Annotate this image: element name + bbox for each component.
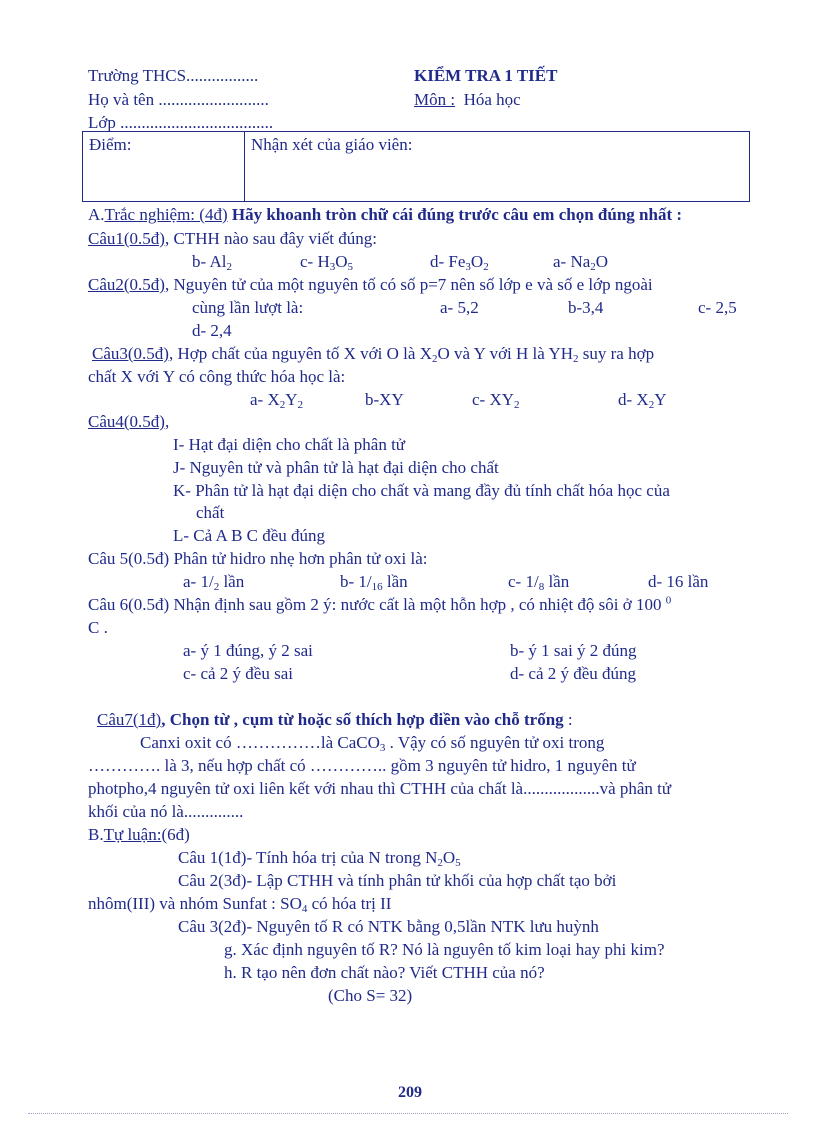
- score-label: Điểm:: [89, 135, 132, 154]
- q5-option-b: b- $1/_{16}$ lần: [340, 572, 408, 593]
- q3-option-b: b-XY: [365, 390, 404, 409]
- essay-question-3: Câu 3(2đ)- Nguyên tố R có NTK bằng 0,5lần NTK lưu huỳnh: [178, 917, 599, 936]
- q1-option-c: c- $H_3O_5$: [300, 252, 354, 273]
- question-5: Câu 5(0.5đ) Phân tử hidro nhẹ hơn phân tử oxi là:: [88, 549, 428, 568]
- q1-text: , CTHH nào sau đây viết đúng:: [164, 229, 377, 248]
- question-7: Câu7(1đ), Chọn từ , cụm từ hoặc số thích hợp điền vào chỗ trống :: [97, 710, 573, 729]
- q2-text: , Nguyên tử của một nguyên tố có số p=7 nên số lớp e và số e lớp ngoài: [164, 275, 653, 294]
- question-1: [88, 228, 377, 250]
- teacher-comment-label: Nhận xét của giáo viên:: [251, 135, 413, 154]
- q3-text-line2: chất X với Y có công thức hóa học là:: [88, 367, 346, 386]
- q7-paragraph-line1: Canxi oxit có ……………là CaCO$_3$ . Vậy có số nguyên tử oxi trong: [140, 733, 605, 754]
- q2-option-d: d- 2,4: [192, 321, 232, 340]
- q7-paragraph-line2: …………. là 3, nếu hợp chất có ………….. gồm 3 nguyên tử hidro, 1 nguyên tử: [88, 756, 636, 775]
- q5-option-a: a- $1/_2$ lần: [183, 572, 245, 593]
- subject-label: Môn :: [414, 90, 456, 109]
- part-a-instruction: Hãy khoanh tròn chữ cái đúng trước câu em chọn đúng nhất :: [227, 205, 683, 224]
- q4-option-j: J- Nguyên tử và phân tử là hạt đại diện cho chất: [173, 458, 499, 477]
- class-field: Lớp ....................................: [88, 113, 274, 132]
- essay-question-2: Câu 2(3đ)- Lập CTHH và tính phân tử khối của hợp chất tạo bởi: [178, 871, 617, 890]
- q2-option-b: b-3,4: [568, 298, 604, 317]
- q3-label: Câu3(0.5đ): [92, 344, 169, 363]
- question-4: Câu4(0.5đ),: [88, 412, 170, 431]
- footer-divider: [28, 1113, 788, 1114]
- q7-paragraph-line4: khối của nó là..............: [88, 802, 244, 821]
- part-a-label: A.: [88, 205, 105, 224]
- q5-option-d: d- 16 lần: [648, 572, 709, 591]
- q4-option-i: I- Hạt đại diện cho chất là phân tử: [173, 435, 406, 454]
- essay-question-3-part-h: h. R tạo nên đơn chất nào? Viết CTHH của nó?: [224, 963, 545, 982]
- grade-box-divider: [244, 132, 245, 201]
- q3-option-d: d- $X_2Y$: [618, 390, 667, 411]
- part-b-heading: B.Tự luận:(6đ): [88, 825, 190, 844]
- q2-text-line2: cùng lần lượt là:: [192, 298, 304, 317]
- q3-option-c: c- $XY_2$: [472, 390, 520, 411]
- subject-value: Hóa học: [463, 90, 521, 109]
- essay-question-3-note: (Cho S= 32): [328, 986, 413, 1005]
- question-3: Câu3(0.5đ), Hợp chất của nguyên tố X với O là $X_2O$ và Y với H là $YH_2$ suy ra hợp: [92, 344, 655, 365]
- q4-option-k: K- Phân tử là hạt đại diện cho chất và mang đầy đủ tính chất hóa học của: [173, 481, 670, 500]
- q7-label: Câu7(1đ): [97, 710, 162, 729]
- q4-option-k-cont: chất: [196, 503, 225, 522]
- q2-option-c: c- 2,5: [698, 298, 737, 317]
- part-a-heading: [88, 204, 682, 226]
- page-number: 209: [398, 1084, 422, 1101]
- essay-question-1: Câu 1(1đ)- Tính hóa trị của N trong $N_2O_5$: [178, 848, 461, 869]
- q4-label: Câu4(0.5đ): [88, 412, 165, 431]
- school-field: Trường THCS.................: [88, 66, 259, 85]
- essay-question-2-line2: nhôm(III) và nhóm Sunfat : $SO_4$ có hóa trị II: [88, 894, 392, 915]
- q7-paragraph-line3: photpho,4 nguyên tử oxi liên kết với nhau thì CTHH của chất là..................và phân tử: [88, 779, 672, 798]
- question-6: Câu 6(0.5đ) Nhận định sau gồm 2 ý: nước cất là một hỗn hợp , có nhiệt độ sôi ở 100 $^0$: [88, 594, 672, 614]
- q1-option-a: a- $Na_2O$: [553, 252, 609, 273]
- grade-box: [82, 131, 750, 202]
- q2-label: Câu2(0.5đ): [88, 275, 165, 294]
- exam-title: KIỂM TRA 1 TIẾT: [414, 66, 558, 85]
- part-a-title: Trắc nghiệm: (4đ): [104, 205, 228, 224]
- q3-option-a: a- $X_2Y_2$: [250, 390, 304, 411]
- q4-option-l: L- Cả A B C đều đúng: [173, 526, 326, 545]
- q6-option-a: a- ý 1 đúng, ý 2 sai: [183, 641, 313, 660]
- q6-text-line2: C .: [88, 618, 108, 637]
- q1-option-d: d- $Fe_3O_2$: [430, 252, 489, 273]
- essay-question-3-part-g: g. Xác định nguyên tố R? Nó là nguyên tố kim loại hay phi kim?: [224, 940, 665, 959]
- question-2: [88, 274, 653, 296]
- subject-line: [414, 89, 521, 111]
- q6-option-c: c- cả 2 ý đều sai: [183, 664, 293, 683]
- q2-option-a: a- 5,2: [440, 298, 479, 317]
- q5-option-c: c- $1/_8$ lần: [508, 572, 570, 593]
- q1-option-b: b- $Al_2$: [192, 252, 232, 273]
- q6-option-d: d- cả 2 ý đều đúng: [510, 664, 637, 683]
- q6-option-b: b- ý 1 sai ý 2 đúng: [510, 641, 637, 660]
- q1-label: Câu1(0.5đ): [88, 229, 165, 248]
- student-name-field: Họ và tên ..........................: [88, 90, 269, 109]
